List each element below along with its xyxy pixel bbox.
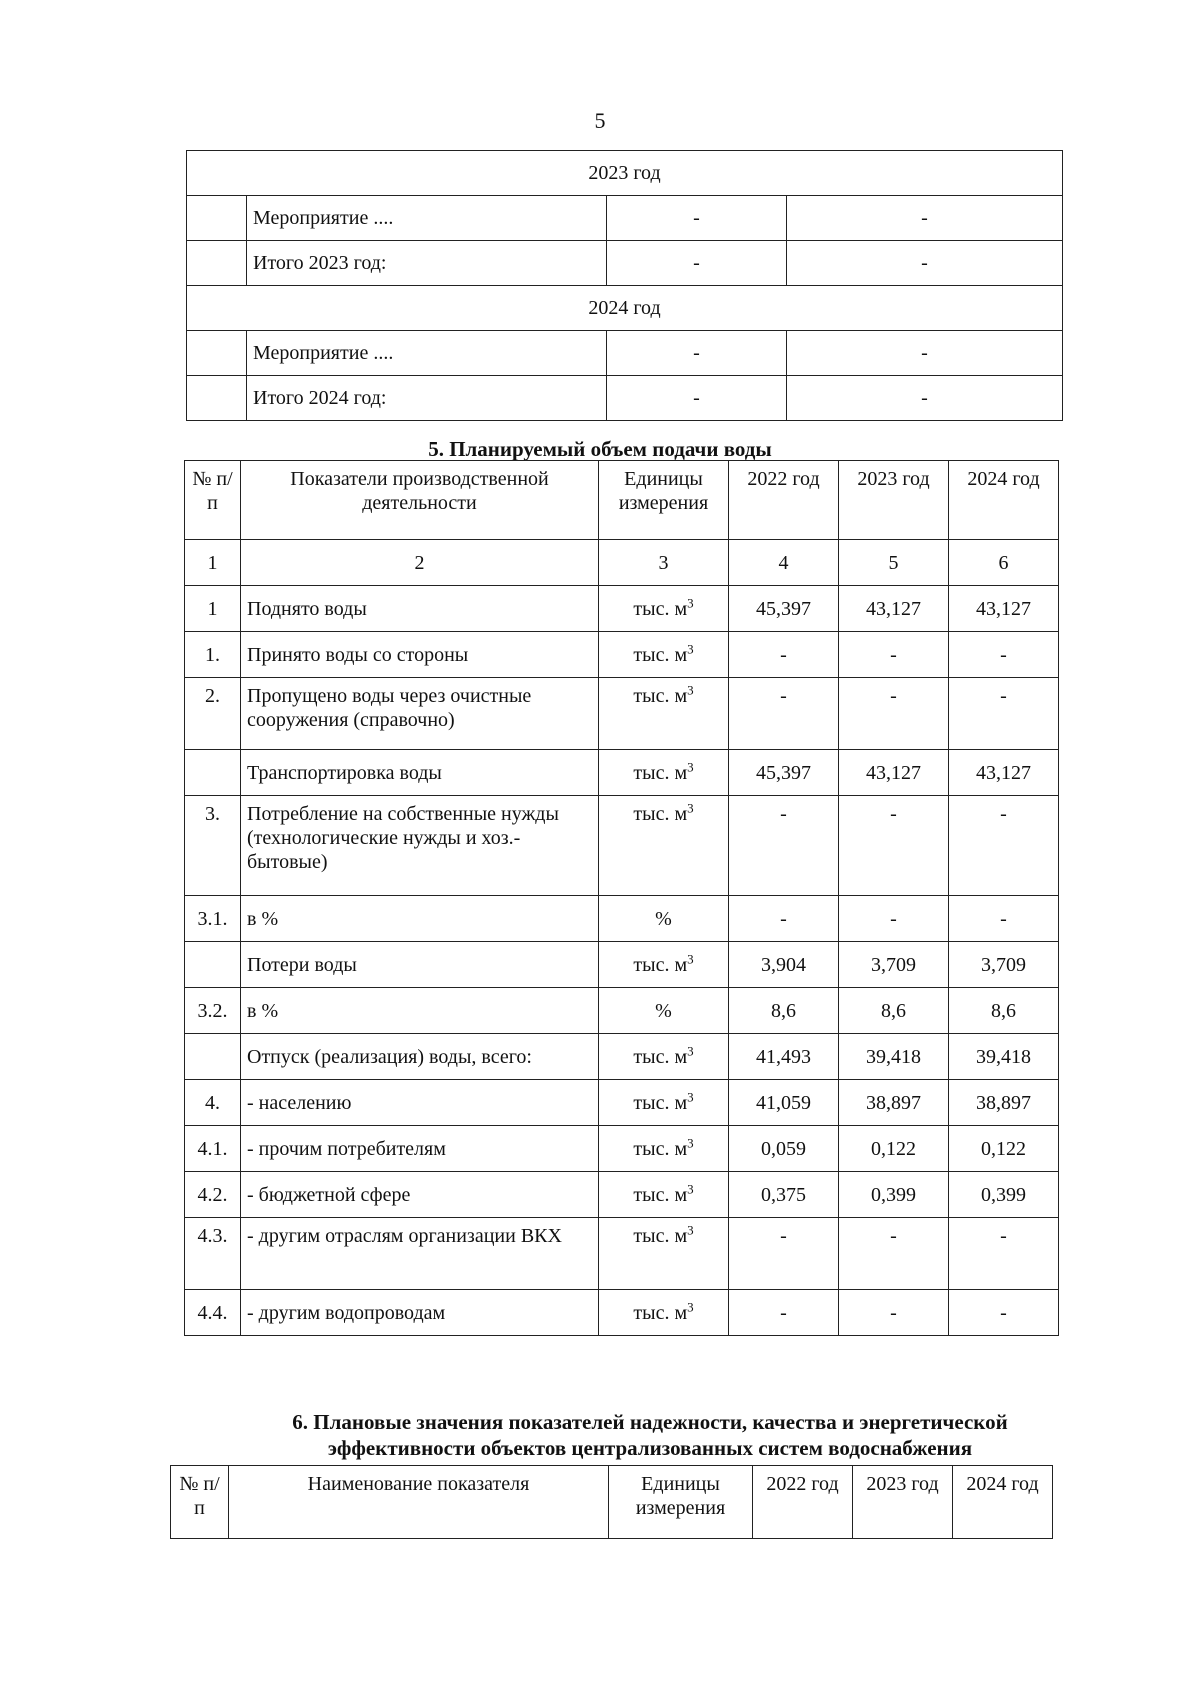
value-2024: - bbox=[949, 796, 1059, 896]
table-header-row bbox=[185, 461, 1059, 540]
indicator-name: Потребление на собственные нужды (технологические нужды и хоз.-бытовые) bbox=[241, 796, 599, 896]
value-2023: 0,399 bbox=[839, 1172, 949, 1218]
row-number: 4.2. bbox=[185, 1172, 241, 1218]
indicator-name: Пропущено воды через очистные сооружения (справочно) bbox=[241, 678, 599, 750]
unit-superscript: 3 bbox=[687, 594, 694, 610]
value-2022: 0,059 bbox=[729, 1126, 839, 1172]
value-2023: 38,897 bbox=[839, 1080, 949, 1126]
row-number: 4.1. bbox=[185, 1126, 241, 1172]
unit-base: тыс. м bbox=[633, 1091, 688, 1114]
value-2023: - bbox=[839, 1290, 949, 1336]
unit-cell bbox=[599, 1172, 729, 1218]
value-2023: - bbox=[839, 796, 949, 896]
unit-superscript: 3 bbox=[687, 950, 694, 966]
value-2022: 45,397 bbox=[729, 750, 839, 796]
indicator-name: - бюджетной сфере bbox=[241, 1172, 599, 1218]
value-2023: 8,6 bbox=[839, 988, 949, 1034]
value-2024: - bbox=[949, 678, 1059, 750]
year-header-2024: 2024 год bbox=[187, 286, 1063, 331]
row-number: 1. bbox=[185, 632, 241, 678]
event-value: - bbox=[787, 196, 1063, 241]
unit-base: тыс. м bbox=[633, 1301, 688, 1324]
value-2022: - bbox=[729, 896, 839, 942]
header-num: № п/п bbox=[171, 1466, 229, 1539]
value-2022: - bbox=[729, 632, 839, 678]
header-unit: Единицы измерения bbox=[599, 461, 729, 540]
value-2022: 41,059 bbox=[729, 1080, 839, 1126]
event-name: Мероприятие .... bbox=[247, 331, 607, 376]
row-number: 4. bbox=[185, 1080, 241, 1126]
header-unit: Единицы измерения bbox=[609, 1466, 753, 1539]
table-row bbox=[185, 1034, 1059, 1080]
value-2022: 45,397 bbox=[729, 586, 839, 632]
value-2024: 8,6 bbox=[949, 988, 1059, 1034]
table-header-row bbox=[171, 1466, 1053, 1539]
value-2022: 3,904 bbox=[729, 942, 839, 988]
table-row bbox=[185, 632, 1059, 678]
table-row bbox=[185, 750, 1059, 796]
row-number: 2. bbox=[185, 678, 241, 750]
unit-cell: % bbox=[599, 896, 729, 942]
row-number: 3.2. bbox=[185, 988, 241, 1034]
table-row bbox=[187, 331, 1063, 376]
unit-base: тыс. м bbox=[633, 1225, 688, 1247]
unit-superscript: 3 bbox=[687, 640, 694, 656]
unit-cell bbox=[599, 632, 729, 678]
value-2023: - bbox=[839, 1218, 949, 1290]
event-value: - bbox=[787, 376, 1063, 421]
header-2022: 2022 год bbox=[753, 1466, 853, 1539]
index-cell: 4 bbox=[729, 540, 839, 586]
table-row bbox=[185, 678, 1059, 750]
value-2023: - bbox=[839, 678, 949, 750]
indicator-name: в % bbox=[241, 896, 599, 942]
unit-base: тыс. м bbox=[633, 1183, 688, 1206]
unit-superscript: 3 bbox=[687, 1222, 694, 1238]
row-number bbox=[185, 1034, 241, 1080]
row-number: 3.1. bbox=[185, 896, 241, 942]
header-2022: 2022 год bbox=[729, 461, 839, 540]
value-2024: - bbox=[949, 1218, 1059, 1290]
value-2024: 43,127 bbox=[949, 750, 1059, 796]
table-row bbox=[187, 241, 1063, 286]
value-2024: - bbox=[949, 896, 1059, 942]
header-indicator: Наименование показателя bbox=[229, 1466, 609, 1539]
unit-cell bbox=[599, 1290, 729, 1336]
header-indicator: Показатели производственной деятельности bbox=[241, 461, 599, 540]
event-total: Итого 2023 год: bbox=[247, 241, 607, 286]
water-supply-table bbox=[184, 460, 1059, 1336]
indicator-name: Отпуск (реализация) воды, всего: bbox=[241, 1034, 599, 1080]
unit-superscript: 3 bbox=[687, 682, 694, 698]
unit-base: тыс. м bbox=[633, 803, 688, 825]
unit-superscript: 3 bbox=[687, 758, 694, 774]
row-number: 4.3. bbox=[185, 1218, 241, 1290]
index-cell: 6 bbox=[949, 540, 1059, 586]
index-cell: 2 bbox=[241, 540, 599, 586]
unit-superscript: 3 bbox=[687, 1298, 694, 1314]
event-value: - bbox=[607, 376, 787, 421]
value-2024: - bbox=[949, 1290, 1059, 1336]
unit-superscript: 3 bbox=[687, 800, 694, 816]
value-2023: 3,709 bbox=[839, 942, 949, 988]
unit-superscript: 3 bbox=[687, 1180, 694, 1196]
event-value: - bbox=[607, 196, 787, 241]
index-cell: 3 bbox=[599, 540, 729, 586]
value-2022: - bbox=[729, 1218, 839, 1290]
value-2023: 0,122 bbox=[839, 1126, 949, 1172]
indicator-name: Потери воды bbox=[241, 942, 599, 988]
value-2023: 43,127 bbox=[839, 586, 949, 632]
value-2024: 0,122 bbox=[949, 1126, 1059, 1172]
table-row bbox=[185, 586, 1059, 632]
header-2023: 2023 год bbox=[853, 1466, 953, 1539]
events-table bbox=[186, 150, 1063, 421]
indicator-name: Принято воды со стороны bbox=[241, 632, 599, 678]
unit-base: тыс. м bbox=[633, 953, 688, 976]
indicator-name: в % bbox=[241, 988, 599, 1034]
unit-cell: % bbox=[599, 988, 729, 1034]
row-number bbox=[185, 942, 241, 988]
value-2023: 39,418 bbox=[839, 1034, 949, 1080]
page-number: 5 bbox=[594, 108, 606, 133]
row-number: 1 bbox=[185, 586, 241, 632]
section5-title: 5. Планируемый объем подачи воды bbox=[428, 437, 772, 461]
event-value: - bbox=[607, 331, 787, 376]
unit-base: тыс. м bbox=[633, 685, 688, 707]
indicator-name: - прочим потребителям bbox=[241, 1126, 599, 1172]
table-row bbox=[187, 376, 1063, 421]
index-cell: 1 bbox=[185, 540, 241, 586]
table-row bbox=[185, 942, 1059, 988]
value-2022: - bbox=[729, 1290, 839, 1336]
indicator-name: Транспортировка воды bbox=[241, 750, 599, 796]
value-2023: - bbox=[839, 896, 949, 942]
header-2024: 2024 год bbox=[949, 461, 1059, 540]
row-number: 4.4. bbox=[185, 1290, 241, 1336]
unit-cell bbox=[599, 1080, 729, 1126]
unit-cell bbox=[599, 750, 729, 796]
value-2024: 39,418 bbox=[949, 1034, 1059, 1080]
value-2022: - bbox=[729, 796, 839, 896]
row-number bbox=[185, 750, 241, 796]
table-index-row bbox=[185, 540, 1059, 586]
year-header-2023: 2023 год bbox=[187, 151, 1063, 196]
value-2024: 3,709 bbox=[949, 942, 1059, 988]
indicator-name: - другим водопроводам bbox=[241, 1290, 599, 1336]
unit-base: тыс. м bbox=[633, 1045, 688, 1068]
indicator-name: Поднято воды bbox=[241, 586, 599, 632]
table-row bbox=[185, 796, 1059, 896]
unit-cell bbox=[599, 1034, 729, 1080]
indicator-name: - населению bbox=[241, 1080, 599, 1126]
value-2023: - bbox=[839, 632, 949, 678]
value-2024: 38,897 bbox=[949, 1080, 1059, 1126]
index-cell: 5 bbox=[839, 540, 949, 586]
unit-cell bbox=[599, 796, 729, 896]
unit-cell bbox=[599, 1126, 729, 1172]
table-row bbox=[185, 1218, 1059, 1290]
header-num: № п/п bbox=[185, 461, 241, 540]
table-row bbox=[185, 1126, 1059, 1172]
table-row bbox=[185, 1080, 1059, 1126]
value-2022: - bbox=[729, 678, 839, 750]
unit-superscript: 3 bbox=[687, 1134, 694, 1150]
value-2024: 43,127 bbox=[949, 586, 1059, 632]
value-2022: 8,6 bbox=[729, 988, 839, 1034]
unit-base: тыс. м bbox=[633, 1137, 688, 1160]
unit-base: тыс. м bbox=[633, 643, 688, 666]
reliability-table bbox=[170, 1465, 1053, 1539]
section6-title: 6. Плановые значения показателей надежности, качества и энергетической эффективности объектов централизованных систем водоснабжения bbox=[292, 1410, 1008, 1460]
unit-superscript: 3 bbox=[687, 1042, 694, 1058]
unit-superscript: 3 bbox=[687, 1088, 694, 1104]
value-2023: 43,127 bbox=[839, 750, 949, 796]
event-value: - bbox=[787, 331, 1063, 376]
value-2022: 0,375 bbox=[729, 1172, 839, 1218]
table-row bbox=[185, 1290, 1059, 1336]
header-2024: 2024 год bbox=[953, 1466, 1053, 1539]
table-row bbox=[185, 988, 1059, 1034]
row-number: 3. bbox=[185, 796, 241, 896]
unit-cell bbox=[599, 942, 729, 988]
header-2023: 2023 год bbox=[839, 461, 949, 540]
unit-base: тыс. м bbox=[633, 597, 688, 620]
value-2022: 41,493 bbox=[729, 1034, 839, 1080]
table-row bbox=[185, 1172, 1059, 1218]
event-value: - bbox=[787, 241, 1063, 286]
value-2024: 0,399 bbox=[949, 1172, 1059, 1218]
event-value: - bbox=[607, 241, 787, 286]
unit-cell bbox=[599, 678, 729, 750]
indicator-name: - другим отраслям организации ВКХ bbox=[241, 1218, 599, 1290]
unit-base: тыс. м bbox=[633, 761, 688, 784]
unit-cell bbox=[599, 1218, 729, 1290]
table-row bbox=[187, 196, 1063, 241]
value-2024: - bbox=[949, 632, 1059, 678]
table-row bbox=[185, 896, 1059, 942]
event-total: Итого 2024 год: bbox=[247, 376, 607, 421]
event-name: Мероприятие .... bbox=[247, 196, 607, 241]
unit-cell bbox=[599, 586, 729, 632]
